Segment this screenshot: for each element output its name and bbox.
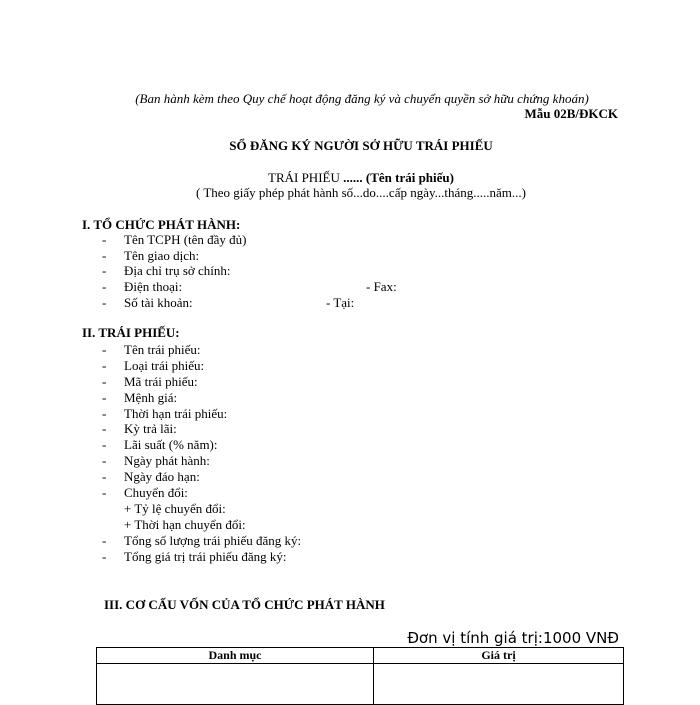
- form-code: Mẫu 02B/ĐKCK: [524, 106, 618, 121]
- list-item-label: Ngày phát hành:: [124, 453, 210, 468]
- list-bullet: -: [102, 469, 107, 484]
- table-header-row: [97, 648, 624, 664]
- list-bullet: -: [102, 549, 107, 564]
- list-item-label: Tên trái phiếu:: [124, 342, 201, 357]
- list-bullet: -: [102, 485, 107, 500]
- capital-structure-table: [96, 647, 624, 705]
- list-item-label: Kỳ trả lãi:: [124, 421, 177, 436]
- list-item-label: Loại trái phiếu:: [124, 358, 205, 373]
- column-header-category: Danh mục: [97, 648, 374, 664]
- list-item-label: Ngày đáo hạn:: [124, 469, 200, 484]
- list-item-label: Tên TCPH (tên đầy đủ): [124, 232, 247, 247]
- list-bullet: -: [102, 279, 107, 294]
- document-title: SỔ ĐĂNG KÝ NGƯỜI SỞ HỮU TRÁI PHIẾU: [229, 138, 493, 153]
- sub-list-item: + Thời hạn chuyển đổi:: [124, 517, 246, 532]
- list-item-label: Tổng giá trị trái phiếu đăng ký:: [124, 549, 287, 564]
- list-item-label: Địa chỉ trụ sở chính:: [124, 263, 231, 278]
- bond-line-prefix: TRÁI PHIẾU: [268, 170, 340, 185]
- section1-heading: I. TỔ CHỨC PHÁT HÀNH:: [82, 217, 241, 232]
- list-item-label: Thời hạn trái phiếu:: [124, 406, 228, 421]
- list-bullet: -: [102, 248, 107, 263]
- list-bullet: -: [102, 295, 107, 310]
- list-item-label: Tổng số lượng trái phiếu đăng ký:: [124, 533, 302, 548]
- license-line: ( Theo giấy phép phát hành số...do....cấp ngày...tháng.....năm...): [196, 185, 526, 200]
- list-item-label: Tên giao dịch:: [124, 248, 200, 263]
- sub-list-item: + Tỷ lệ chuyển đổi:: [124, 501, 226, 516]
- table-cell: [97, 664, 374, 705]
- list-bullet: -: [102, 453, 107, 468]
- list-item-label: Lãi suất (% năm):: [124, 437, 218, 452]
- unit-note: Đơn vị tính giá trị:1000 VNĐ: [407, 629, 619, 647]
- section2-heading: II. TRÁI PHIẾU:: [82, 325, 180, 340]
- list-bullet: -: [102, 437, 107, 452]
- list-bullet: -: [102, 232, 107, 247]
- list-bullet: -: [102, 263, 107, 278]
- list-item-extra: - Tại:: [326, 295, 355, 310]
- column-header-value: Giá trị: [374, 648, 624, 664]
- list-item-label: Số tài khoản:: [124, 295, 193, 310]
- list-item-extra: - Fax:: [366, 279, 397, 294]
- issued-note: (Ban hành kèm theo Quy chế hoạt động đăng ký và chuyển quyền sở hữu chứng khoán): [135, 91, 589, 106]
- table-cell: [374, 664, 624, 705]
- table-row: [97, 664, 624, 705]
- list-bullet: -: [102, 406, 107, 421]
- list-bullet: -: [102, 421, 107, 436]
- section3-heading: III. CƠ CẤU VỐN CỦA TỔ CHỨC PHÁT HÀNH: [104, 597, 385, 612]
- list-item-label: Điện thoại:: [124, 279, 183, 294]
- list-bullet: -: [102, 342, 107, 357]
- bond-line: [0, 170, 700, 186]
- list-item-label: Mệnh giá:: [124, 390, 178, 405]
- list-bullet: -: [102, 390, 107, 405]
- list-bullet: -: [102, 533, 107, 548]
- list-item-label: Mã trái phiếu:: [124, 374, 198, 389]
- bond-line-name: ...... (Tên trái phiếu): [343, 170, 454, 185]
- list-bullet: -: [102, 358, 107, 373]
- list-item-label: Chuyển đổi:: [124, 485, 188, 500]
- list-bullet: -: [102, 374, 107, 389]
